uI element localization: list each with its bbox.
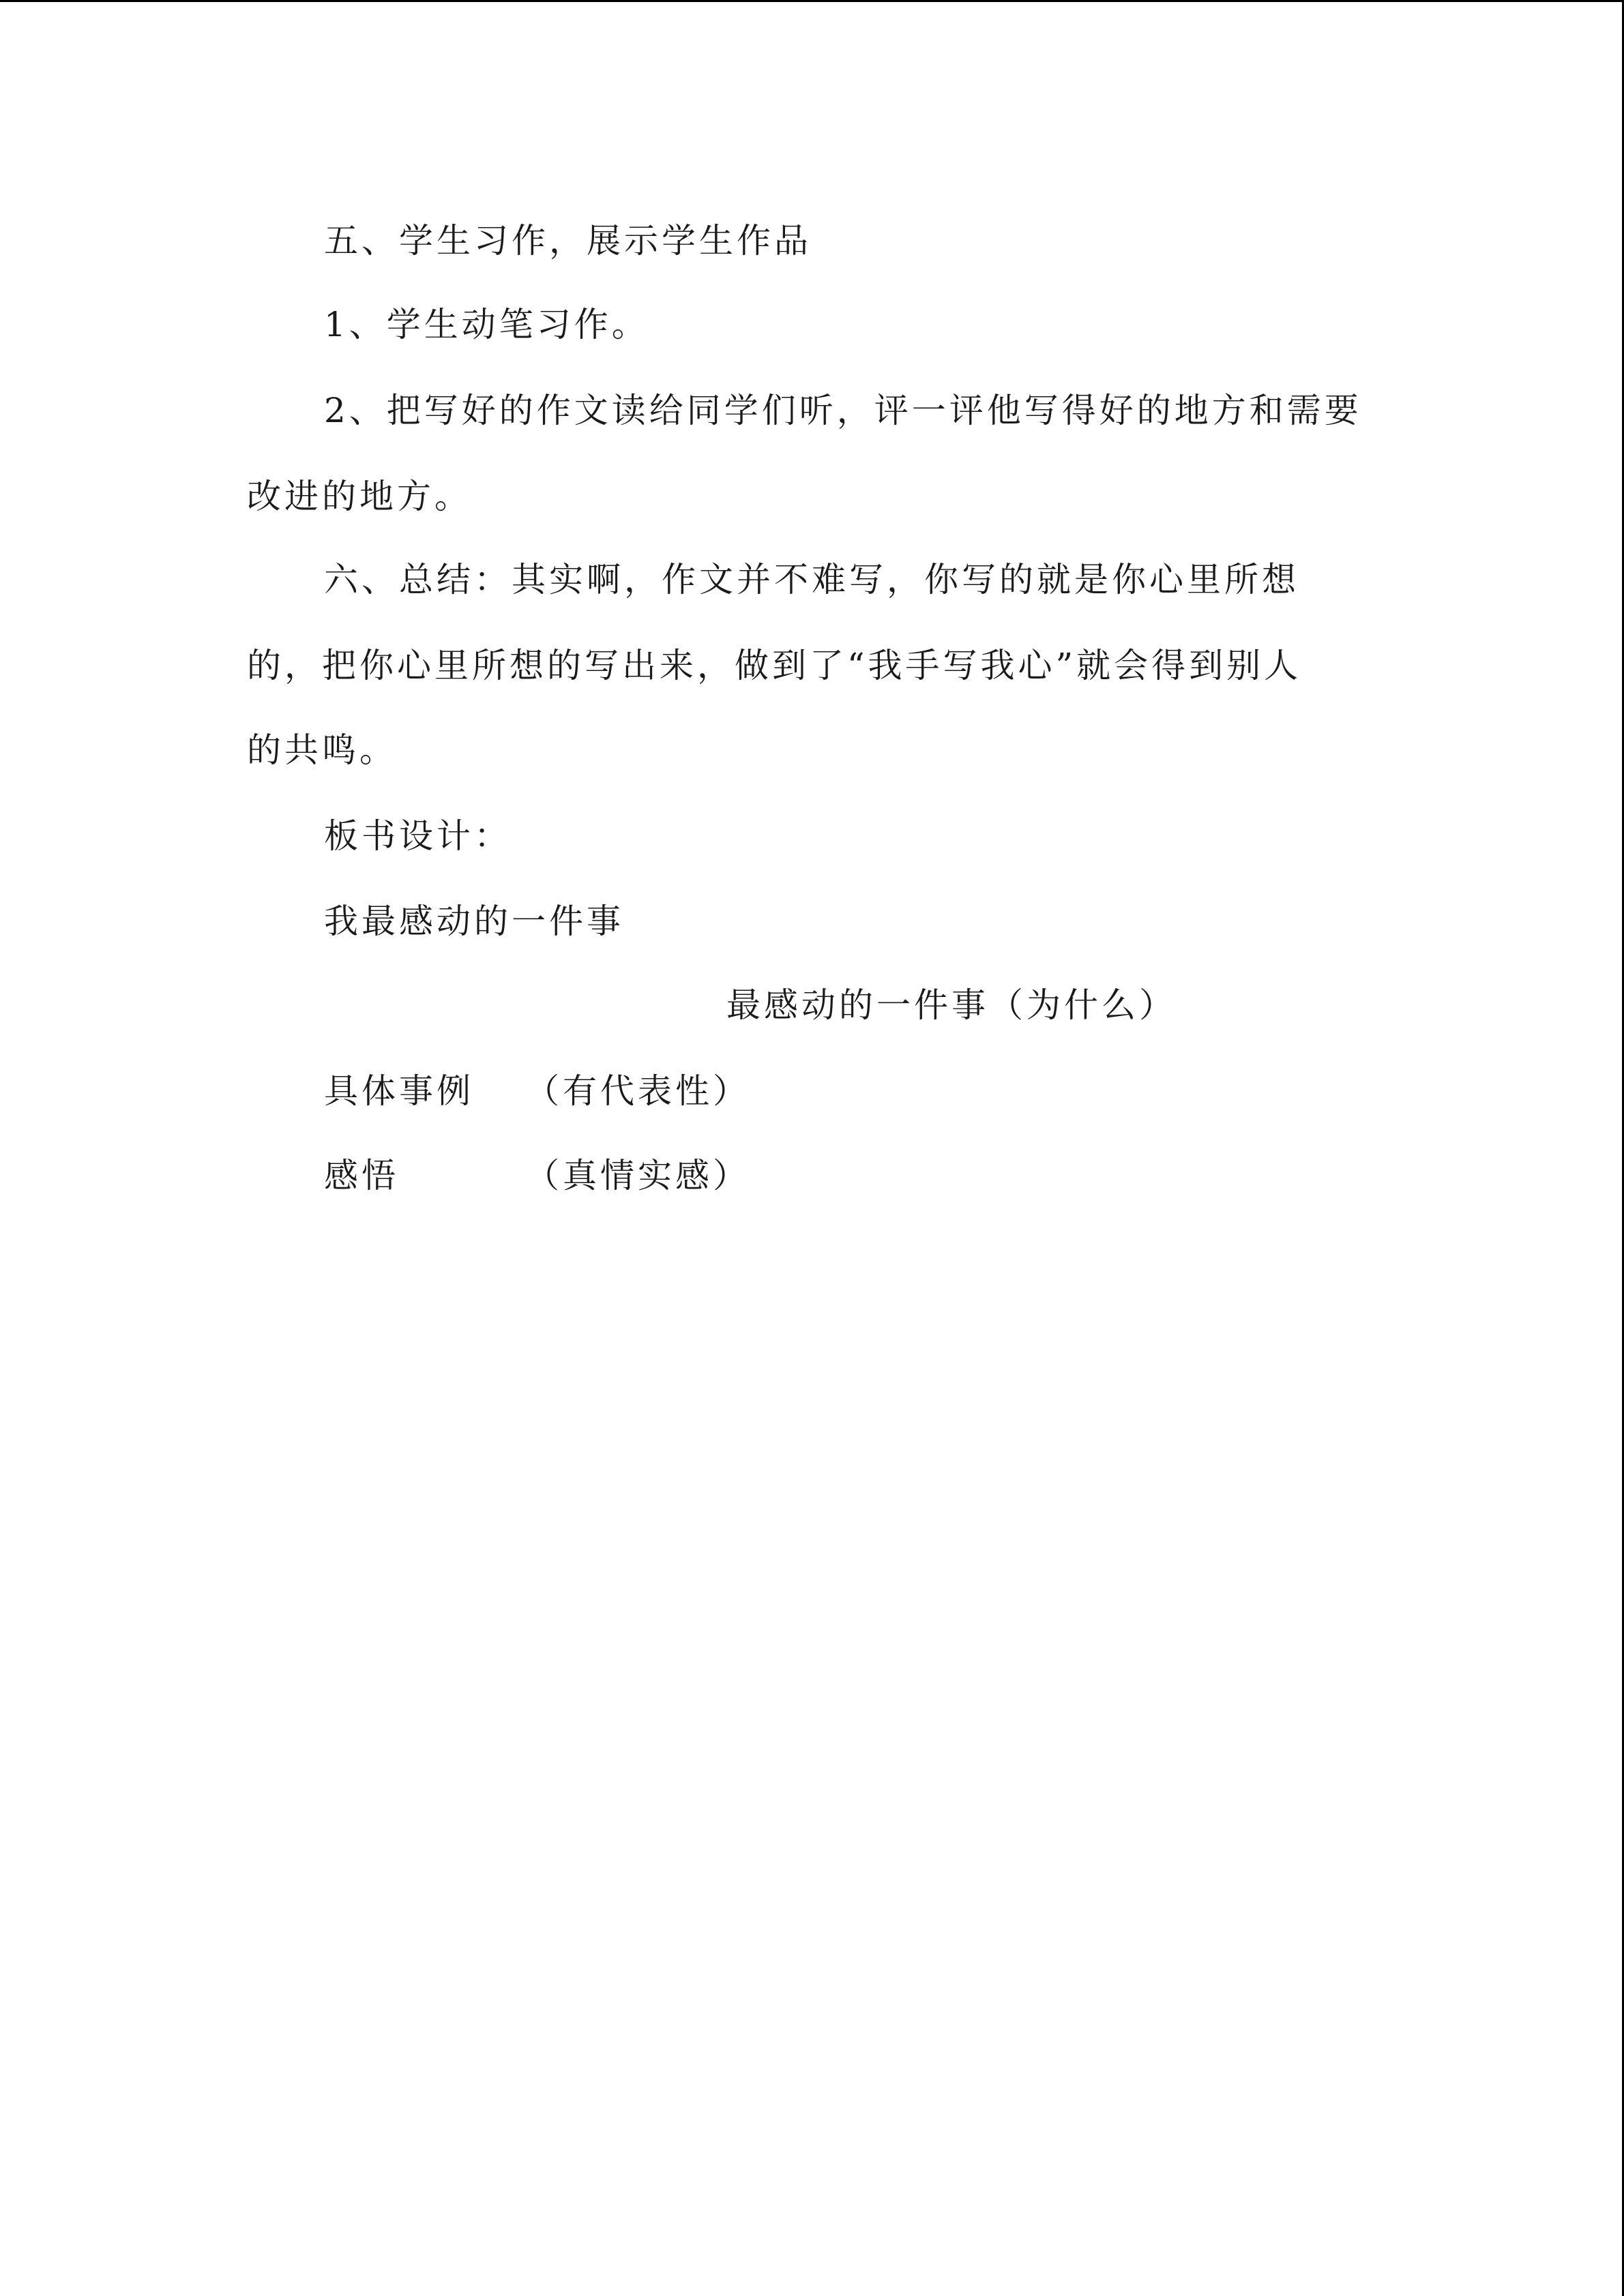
step-one-text: 1、学生动笔习作。 [324, 305, 649, 344]
board-row-feeling-note: （真情实感） [525, 1156, 750, 1195]
section-six-summary-line2: 的，把你心里所想的写出来，做到了“我手写我心”就会得到别人 [247, 646, 1302, 685]
board-design-center-line: 最感动的一件事（为什么） [726, 985, 1177, 1025]
section-five-heading: 五、学生习作，展示学生作品 [324, 221, 812, 260]
board-row-example-note: （有代表性） [525, 1071, 750, 1111]
board-design-heading: 板书设计： [324, 816, 512, 856]
section-six-summary-line3: 的共鸣。 [247, 730, 397, 770]
board-row-feeling-label: 感悟 [324, 1156, 399, 1195]
board-row-example-label: 具体事例 [324, 1071, 474, 1111]
board-design-title: 我最感动的一件事 [324, 901, 624, 941]
step-two-text-line2: 改进的地方。 [247, 477, 472, 516]
step-two-text-line1: 2、把写好的作文读给同学们听，评一评他写得好的地方和需要 [324, 391, 1362, 430]
section-six-summary-line1: 六、总结：其实啊，作文并不难写，你写的就是你心里所想 [324, 560, 1299, 599]
